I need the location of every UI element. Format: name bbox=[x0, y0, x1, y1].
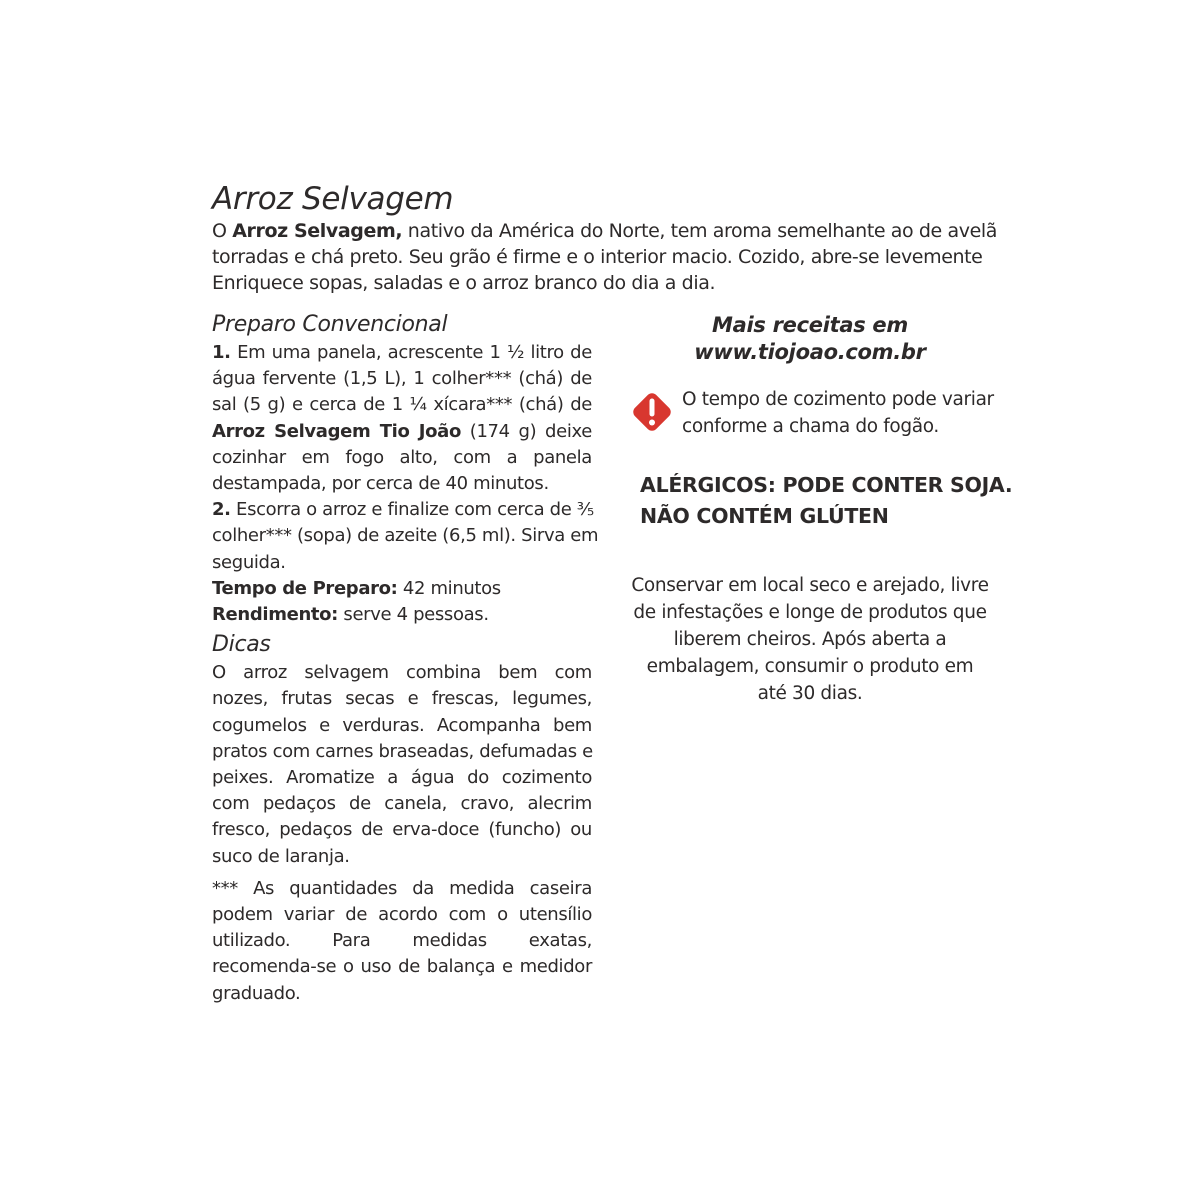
info-column bbox=[620, 312, 1020, 707]
recipe-column bbox=[212, 310, 599, 1007]
step-2: 2. Escorra o arroz e finalize com cerca de ⅗ colher*** (sopa) de azeite (6,5 ml). Sirva em seguida. bbox=[212, 499, 599, 573]
allergen-info: ALÉRGICOS: PODE CONTER SOJA. NÃO CONTÉM GLÚTEN bbox=[640, 473, 1013, 528]
dicas-heading: Dicas bbox=[212, 632, 271, 658]
intro-line-1: O Arroz Selvagem, nativo da América do Norte, tem aroma semelhante ao de avelã bbox=[212, 220, 997, 242]
cooking-warning: O tempo de cozimento pode variar conforme a chama do fogão. bbox=[620, 386, 1020, 446]
step-1: 1. Em uma panela, acrescente 1 ½ litro de água fervente (1,5 L), 1 colher*** (chá) de sal (5 g) e cerca de 1 ¼ xícara*** (chá) de Arroz Selvagem Tio João (174 g) deixe cozinhar em fogo alto, com a panela destampada, por cerca de 40 minutos. bbox=[212, 342, 592, 495]
measurement-note: *** As quantidades da medida caseira podem variar de acordo com o utensílio utilizado. Para medidas exatas, recomenda-se o uso de balança e medidor graduado. bbox=[212, 877, 592, 1004]
prep-time: Tempo de Preparo: 42 minutos bbox=[212, 577, 501, 599]
dicas-paragraph: O arroz selvagem combina bem com nozes, frutas secas e frescas, legumes, cogumelos e verduras. Acompanha bem pratos com carnes braseadas, defumadas e peixes. Aromatize a água do cozimento com pedaços de canela, cravo, alecrim fresco, pedaços de erva-doce (funcho) ou suco de laranja. bbox=[212, 662, 593, 867]
intro-line-2: torradas e chá preto. Seu grão é firme e o interior macio. Cozido, abre-se levemente bbox=[212, 246, 983, 268]
storage-instructions: Conservar em local seco e arejado, livre de infestações e longe de produtos que liberem cheiros. Após aberta a embalagem, consumir o produto em até 30 dias. bbox=[631, 575, 989, 704]
warning-icon bbox=[628, 388, 676, 436]
intro-product-name: Arroz Selvagem, bbox=[232, 220, 403, 242]
website-link[interactable]: www.tiojoao.com.br bbox=[694, 340, 926, 364]
preparo-heading: Preparo Convencional bbox=[212, 312, 448, 337]
product-name: Arroz Selvagem Tio João bbox=[212, 420, 461, 442]
recipe-meta bbox=[212, 576, 592, 628]
intro-line-3: Enriquece sopas, saladas e o arroz branco do dia a dia. bbox=[212, 272, 716, 294]
servings: Rendimento: serve 4 pessoas. bbox=[212, 604, 489, 626]
more-recipes: Mais receitas em www.tiojoao.com.br bbox=[620, 312, 1000, 366]
intro-paragraph bbox=[212, 218, 997, 296]
page-title: Arroz Selvagem bbox=[212, 181, 454, 217]
